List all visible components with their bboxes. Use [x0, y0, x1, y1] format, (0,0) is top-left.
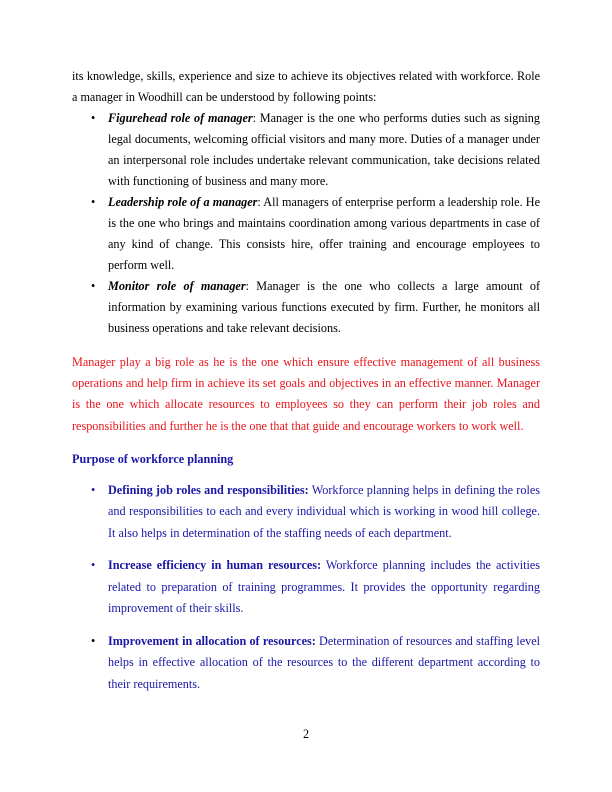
summary-paragraph: Manager play a big role as he is the one which ensure effective management of all business operations and help firm in achieve its set goals and objectives in an effective manner. Manager is the one which allocate resources to employees so they can perform their job roles and responsibilities and further he is the one that that guide and encourage workers to work well.	[72, 355, 540, 433]
page-content	[72, 66, 540, 706]
list-item	[72, 276, 540, 339]
role-text: : Manager is the one who collects a large amount of information by examining various functions executed by firm. Further, he monitors all business operations and take relevant decisions.	[108, 279, 541, 335]
role-term: Figurehead role of manager	[108, 111, 253, 125]
list-item	[72, 631, 540, 696]
purpose-term: Increase efficiency in human resources:	[108, 558, 322, 573]
role-term: Monitor role of manager	[108, 279, 246, 293]
section-heading: Purpose of workforce planning	[72, 451, 234, 466]
manager-roles-list	[72, 108, 540, 339]
bullet-icon: •	[91, 558, 96, 573]
page-number: 2	[302, 727, 310, 741]
list-item	[72, 480, 540, 545]
purpose-term: Improvement in allocation of resources:	[108, 633, 316, 648]
list-item	[72, 555, 540, 620]
purpose-term: Defining job roles and responsibilities:	[108, 482, 309, 497]
list-item	[72, 192, 540, 276]
role-text: : All managers of enterprise perform a leadership role. He is the one who brings and maintains coordination among various departments in case of any kind of change. This consists hire, offer training and encourage employees to perform well.	[108, 195, 541, 272]
bullet-icon: •	[91, 633, 96, 648]
bullet-icon: •	[91, 482, 96, 497]
bullet-icon: •	[91, 111, 96, 125]
list-item	[72, 108, 540, 192]
role-text: : Manager is the one who performs duties such as signing legal documents, welcoming official visitors and many more. Duties of a manager under an interpersonal role includes undertake relevant communication, take decisions related with functioning of business and many more.	[108, 111, 540, 188]
purpose-text: Determination of resources and staffing level helps in effective allocation of the resources to the different department according to their requirements.	[108, 633, 540, 691]
bullet-icon: •	[91, 279, 96, 293]
purpose-text: Workforce planning includes the activities related to preparation of training programmes. It provides the opportunity regarding improvement of their skills.	[108, 558, 540, 616]
purpose-text: Workforce planning helps in defining the roles and responsibilities to each and every individual which is working in wood hill college. It also helps in determination of the staffing needs of each department.	[108, 482, 540, 540]
purpose-list	[72, 480, 540, 696]
bullet-icon: •	[91, 195, 96, 209]
intro-paragraph: its knowledge, skills, experience and size to achieve its objectives related with workforce. Role a manager in Woodhill can be understood by following points:	[72, 69, 540, 104]
role-term: Leadership role of a manager	[108, 195, 258, 209]
